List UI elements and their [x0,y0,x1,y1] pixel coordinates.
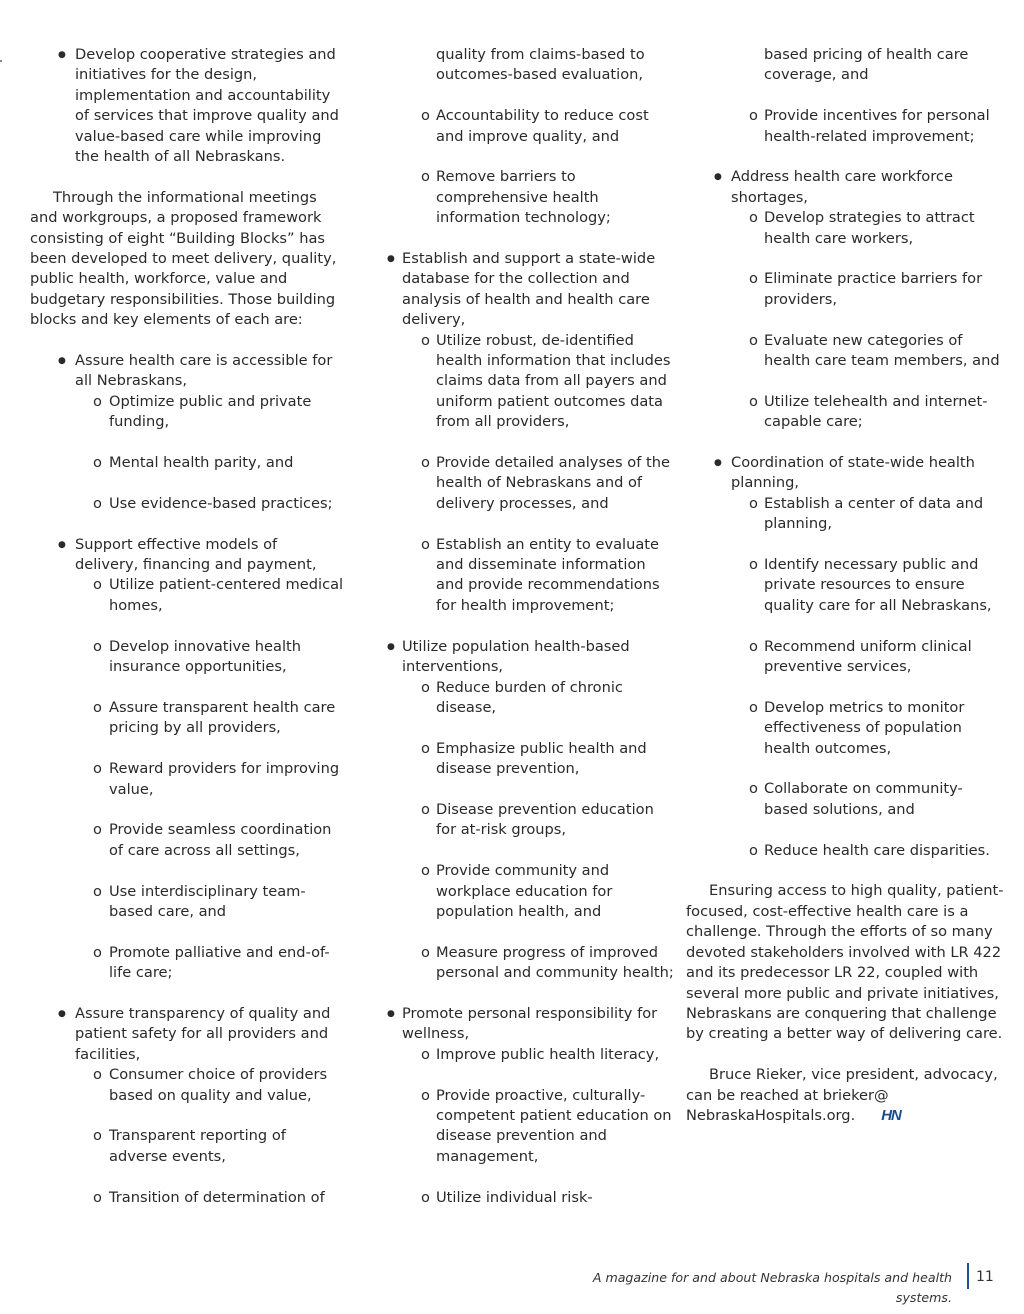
list-item: o Reduce health care disparities. [686,841,1006,861]
framework-paragraph: Through the informational meetings and workgroups, a proposed framework consisting of eight “Building Blocks” has been developed to meet delivery, quality, public health, workforce, value and budgetary responsibilities. Those building blocks and key elements of each are: [30,188,337,329]
list-item: o Provide community and workplace education for population health, and [385,861,675,922]
list-item: o Assure transparent health care pricing by all providers, [30,698,345,739]
list-item: o Develop strategies to attract health care workers, [686,208,1006,249]
list-item: o Promote palliative and end-of-life care; [30,943,345,984]
block-models-title: ● Support effective models of delivery, financing and payment, [30,535,345,576]
list-item: o Eliminate practice barriers for providers, [686,269,1006,310]
list-item: o Identify necessary public and private resources to ensure quality care for all Nebraskans, [686,555,1006,616]
block-planning-title: ● Coordination of state-wide health planning, [686,453,1006,494]
list-item: o Recommend uniform clinical preventive services, [686,637,1006,678]
list-item: o Accountability to reduce cost and improve quality, and [385,106,675,147]
footer-tagline: A magazine for and about Nebraska hospitals and health systems. [592,1270,952,1306]
list-item: o Establish a center of data and planning, [686,494,1006,535]
list-item: o Utilize individual risk- [385,1188,675,1208]
list-item: o Mental health parity, and [30,453,345,473]
column-1 [30,45,345,1208]
list-item: o Develop innovative health insurance opportunities, [30,637,345,678]
block-wellness-title: ● Promote personal responsibility for wellness, [385,1004,675,1045]
list-item: o Use evidence-based practices; [30,494,345,514]
continued-item: based pricing of health care coverage, and [764,46,969,84]
list-item: o Develop metrics to monitor effectiveness of population health outcomes, [686,698,1006,759]
list-item: o Remove barriers to comprehensive health information technology; [385,167,675,228]
block-transparency-title: ● Assure transparency of quality and patient safety for all providers and facilities, [30,1004,345,1065]
byline-text: Bruce Rieker, vice president, advocacy, can be reached at brieker@ NebraskaHospitals.org. [686,1066,998,1124]
list-item: o Measure progress of improved personal and community health; [385,943,675,984]
page-edge-mark [0,60,2,62]
list-item: o Utilize telehealth and internet-capable care; [686,392,1006,433]
byline [686,1065,1006,1126]
list-item: o Improve public health literacy, [385,1045,675,1065]
list-item: o Transparent reporting of adverse events, [30,1126,345,1167]
list-item: o Provide seamless coordination of care across all settings, [30,820,345,861]
list-item: o Provide detailed analyses of the health of Nebraskans and of delivery processes, and [385,453,675,514]
list-item: o Emphasize public health and disease prevention, [385,739,675,780]
page-number: 11 [976,1269,994,1285]
bullet-intro: ● Develop cooperative strategies and initiatives for the design, implementation and accountability of services that improve quality and value-based care while improving the health of all Nebraskans. [30,45,345,167]
list-item: o Establish an entity to evaluate and disseminate information and provide recommendations for health improvement; [385,535,675,617]
list-item: o Disease prevention education for at-risk groups, [385,800,675,841]
list-item: o Evaluate new categories of health care team members, and [686,331,1006,372]
footer-divider [967,1263,969,1289]
hn-logo: HN [881,1106,901,1124]
list-item: o Reduce burden of chronic disease, [385,678,675,719]
list-item: o Utilize patient-centered medical homes, [30,575,345,616]
block-access-title: ● Assure health care is accessible for all Nebraskans, [30,351,345,392]
closing-paragraph: Ensuring access to high quality, patient-focused, cost-effective health care is a challenge. Through the efforts of so many devoted stakeholders involved with LR 422 and its predecessor LR 22, coupled with several more public and private initiatives, Nebraskans are conquering that challenge by creating a better way of delivering care. [686,882,1004,1043]
block-population-title: ● Utilize population health-based interventions, [385,637,675,678]
list-item: o Provide incentives for personal health-related improvement; [686,106,1006,147]
column-2 [385,45,675,1208]
list-item: o Collaborate on community-based solutions, and [686,779,1006,820]
list-item: o Utilize robust, de-identified health information that includes claims data from all payers and uniform patient outcomes data from all providers, [385,331,675,433]
column-3 [686,45,1006,1126]
list-item: o Reward providers for improving value, [30,759,345,800]
list-item: o Provide proactive, culturally-competent patient education on disease prevention and management, [385,1086,675,1168]
list-item: o Consumer choice of providers based on quality and value, [30,1065,345,1106]
list-item: o Optimize public and private funding, [30,392,345,433]
continued-item: quality from claims-based to outcomes-based evaluation, [436,46,645,84]
list-item: o Transition of determination of [30,1188,345,1208]
list-item: o Use interdisciplinary team-based care, and [30,882,345,923]
block-database-title: ● Establish and support a state-wide database for the collection and analysis of health and health care delivery, [385,249,675,331]
block-workforce-title: ● Address health care workforce shortages, [686,167,1006,208]
